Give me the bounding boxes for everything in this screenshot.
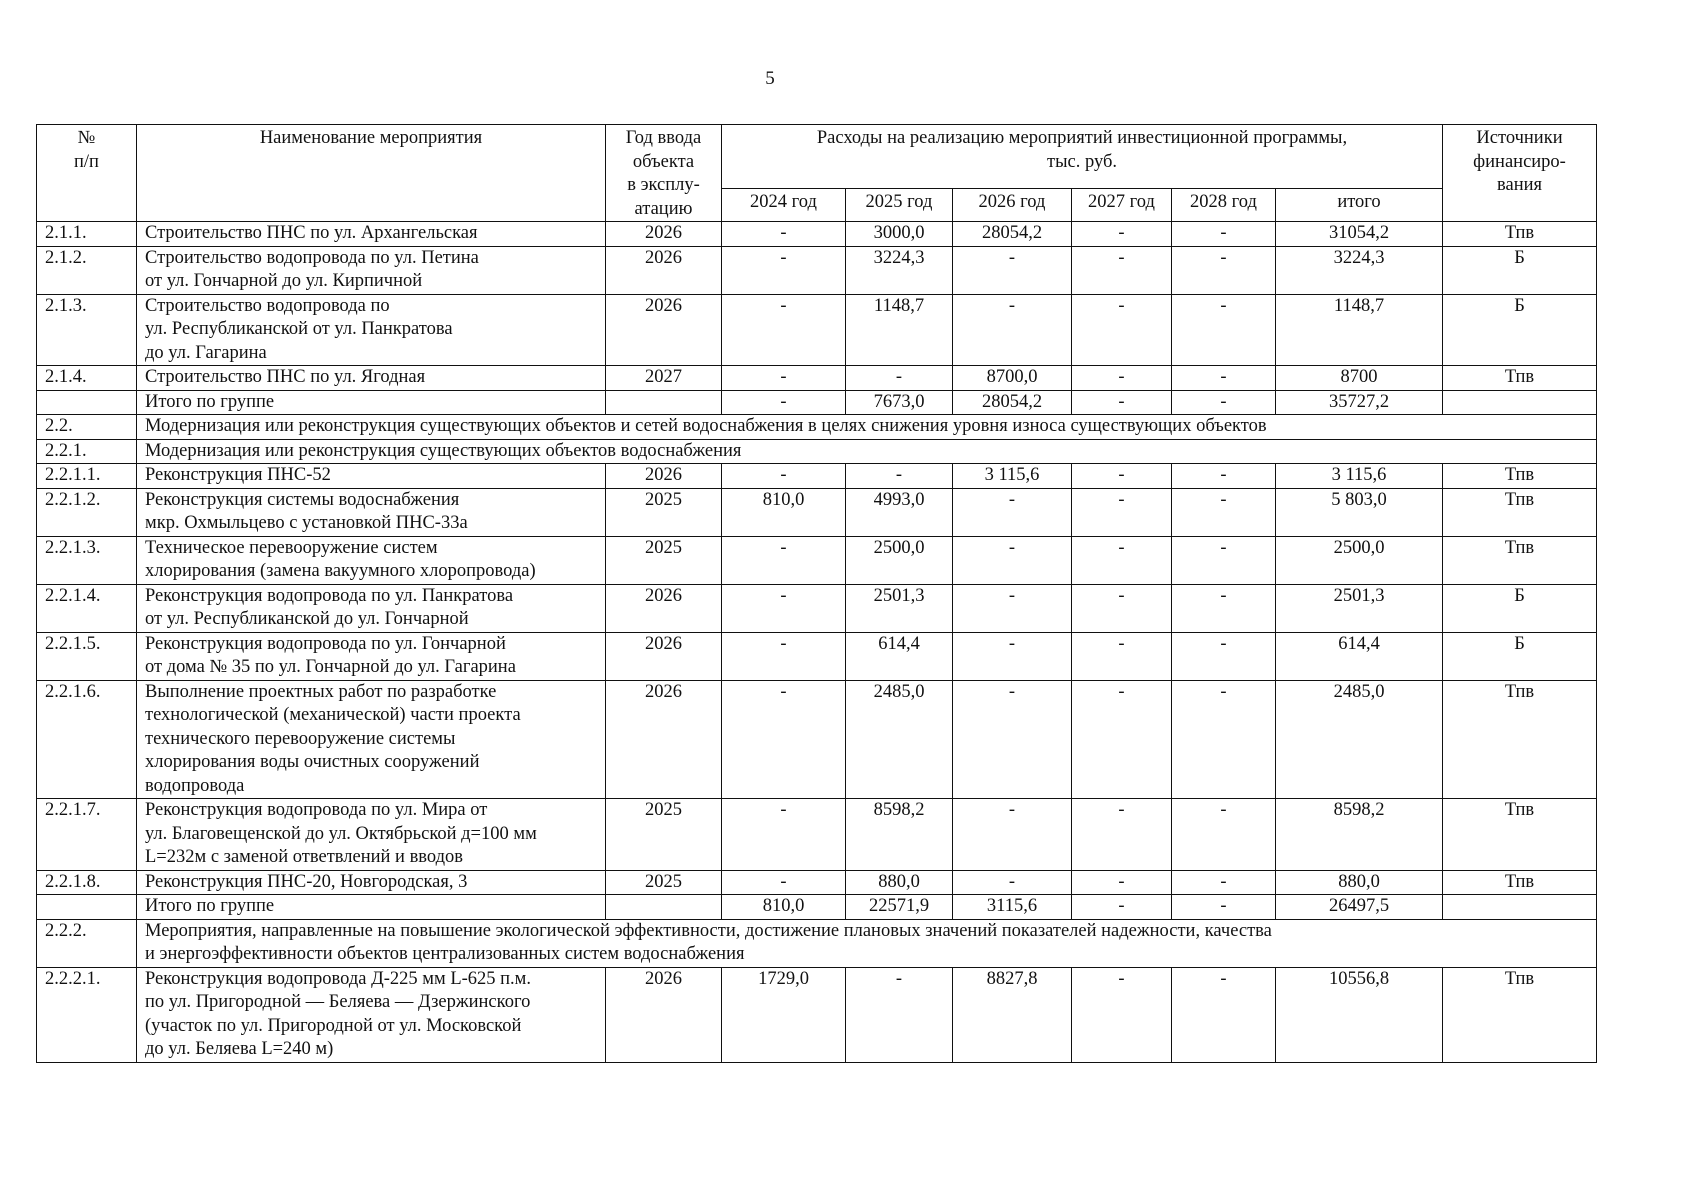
value-cell: -: [1072, 967, 1172, 1062]
total-cell: 8700: [1276, 366, 1443, 391]
activity-name: Реконструкция ПНС-20, Новгородская, 3: [137, 870, 606, 895]
row-number: 2.2.1.1.: [37, 464, 137, 489]
value-cell: -: [1072, 246, 1172, 294]
year-in-cell: 2026: [606, 680, 722, 799]
header-year-in: Год ввода объекта в эксплу- атацию: [606, 125, 722, 222]
year-in-cell: [606, 390, 722, 415]
section-row: [37, 919, 1597, 967]
value-cell: -: [953, 246, 1072, 294]
value-cell: -: [846, 366, 953, 391]
value-cell: -: [1172, 222, 1276, 247]
source-cell: Тпв: [1443, 366, 1597, 391]
activity-name: Реконструкция ПНС-52: [137, 464, 606, 489]
year-in-cell: 2026: [606, 222, 722, 247]
activity-name: Техническое перевооружение систем хлорирования (замена вакуумного хлоропровода): [137, 536, 606, 584]
value-cell: 8700,0: [953, 366, 1072, 391]
value-cell: -: [953, 536, 1072, 584]
value-cell: -: [953, 680, 1072, 799]
value-cell: -: [722, 799, 846, 871]
header-num: № п/п: [37, 125, 137, 222]
activity-name: Строительство водопровода по ул. Петина от ул. Гончарной до ул. Кирпичной: [137, 246, 606, 294]
source-cell: Тпв: [1443, 870, 1597, 895]
activity-name: Строительство водопровода по ул. Республиканской от ул. Панкратова до ул. Гагарина: [137, 294, 606, 366]
value-cell: -: [953, 584, 1072, 632]
table-header: [37, 125, 1597, 222]
activity-name: Реконструкция водопровода по ул. Мира от ул. Благовещенской до ул. Октябрьской д=100 мм L=232м с заменой ответвлений и вводов: [137, 799, 606, 871]
total-cell: 880,0: [1276, 870, 1443, 895]
value-cell: -: [1172, 390, 1276, 415]
year-in-cell: 2026: [606, 632, 722, 680]
value-cell: 2501,3: [846, 584, 953, 632]
source-cell: Б: [1443, 632, 1597, 680]
year-in-cell: [606, 895, 722, 920]
source-cell: Тпв: [1443, 222, 1597, 247]
row-number: 2.2.1.7.: [37, 799, 137, 871]
row-number: 2.1.2.: [37, 246, 137, 294]
source-cell: Тпв: [1443, 680, 1597, 799]
value-cell: -: [1172, 632, 1276, 680]
table-row: [37, 464, 1597, 489]
value-cell: -: [1072, 488, 1172, 536]
total-cell: 35727,2: [1276, 390, 1443, 415]
source-cell: Б: [1443, 584, 1597, 632]
year-in-cell: 2026: [606, 294, 722, 366]
table-row: [37, 222, 1597, 247]
source-cell: [1443, 390, 1597, 415]
value-cell: -: [722, 870, 846, 895]
value-cell: -: [1172, 870, 1276, 895]
value-cell: 3224,3: [846, 246, 953, 294]
value-cell: -: [1172, 246, 1276, 294]
value-cell: -: [722, 536, 846, 584]
year-in-cell: 2025: [606, 488, 722, 536]
total-cell: 2500,0: [1276, 536, 1443, 584]
row-number: 2.2.2.1.: [37, 967, 137, 1062]
total-cell: 8598,2: [1276, 799, 1443, 871]
header-year-2026: 2026 год: [953, 188, 1072, 221]
total-cell: 2501,3: [1276, 584, 1443, 632]
section-title: Модернизация или реконструкция существующих объектов водоснабжения: [137, 439, 1597, 464]
value-cell: -: [722, 390, 846, 415]
total-cell: 5 803,0: [1276, 488, 1443, 536]
table-row: [37, 632, 1597, 680]
value-cell: -: [1072, 680, 1172, 799]
value-cell: 3000,0: [846, 222, 953, 247]
value-cell: 8827,8: [953, 967, 1072, 1062]
value-cell: -: [1172, 967, 1276, 1062]
value-cell: -: [1172, 895, 1276, 920]
source-cell: Тпв: [1443, 536, 1597, 584]
year-in-cell: 2025: [606, 536, 722, 584]
value-cell: 614,4: [846, 632, 953, 680]
row-number: 2.2.1.: [37, 439, 137, 464]
activity-name: Реконструкция водопровода по ул. Панкратова от ул. Республиканской до ул. Гончарной: [137, 584, 606, 632]
header-expenses: Расходы на реализацию мероприятий инвестиционной программы, тыс. руб.: [722, 125, 1443, 189]
source-cell: Тпв: [1443, 967, 1597, 1062]
value-cell: -: [1072, 584, 1172, 632]
section-title: Мероприятия, направленные на повышение экологической эффективности, достижение плановых значений показателей надежности, качества и энергоэффективности объектов централизованных систем водоснабжения: [137, 919, 1597, 967]
row-number: 2.2.: [37, 415, 137, 440]
value-cell: -: [953, 294, 1072, 366]
row-number: 2.1.1.: [37, 222, 137, 247]
value-cell: -: [722, 464, 846, 489]
total-cell: 3224,3: [1276, 246, 1443, 294]
section-row: [37, 415, 1597, 440]
value-cell: 880,0: [846, 870, 953, 895]
total-cell: 3 115,6: [1276, 464, 1443, 489]
value-cell: -: [722, 584, 846, 632]
value-cell: 7673,0: [846, 390, 953, 415]
subtotal-label: Итого по группе: [137, 895, 606, 920]
table-body: [37, 222, 1597, 1063]
value-cell: -: [953, 799, 1072, 871]
header-total: итого: [1276, 188, 1443, 221]
table-row: [37, 680, 1597, 799]
table-row: [37, 488, 1597, 536]
value-cell: -: [1172, 488, 1276, 536]
value-cell: -: [846, 967, 953, 1062]
table-row: [37, 967, 1597, 1062]
value-cell: -: [722, 246, 846, 294]
value-cell: -: [1072, 294, 1172, 366]
subtotal-label: Итого по группе: [137, 390, 606, 415]
value-cell: -: [953, 632, 1072, 680]
table-row: [37, 870, 1597, 895]
value-cell: 22571,9: [846, 895, 953, 920]
value-cell: -: [953, 488, 1072, 536]
row-number: 2.2.1.2.: [37, 488, 137, 536]
table-row: [37, 799, 1597, 871]
value-cell: -: [722, 632, 846, 680]
row-number: [37, 895, 137, 920]
value-cell: -: [1172, 799, 1276, 871]
year-in-cell: 2026: [606, 246, 722, 294]
row-number: 2.2.1.3.: [37, 536, 137, 584]
row-number: 2.1.3.: [37, 294, 137, 366]
total-cell: 1148,7: [1276, 294, 1443, 366]
value-cell: -: [953, 870, 1072, 895]
activity-name: Строительство ПНС по ул. Архангельская: [137, 222, 606, 247]
activity-name: Реконструкция системы водоснабжения мкр. Охмыльцево с установкой ПНС-33а: [137, 488, 606, 536]
value-cell: -: [1072, 799, 1172, 871]
header-name: Наименование мероприятия: [137, 125, 606, 222]
header-year-2025: 2025 год: [846, 188, 953, 221]
value-cell: 2485,0: [846, 680, 953, 799]
year-in-cell: 2026: [606, 967, 722, 1062]
total-cell: 2485,0: [1276, 680, 1443, 799]
value-cell: -: [722, 294, 846, 366]
page-number: 5: [765, 68, 775, 89]
activity-name: Реконструкция водопровода Д-225 мм L-625 п.м. по ул. Пригородной — Беляева — Дзержинского (участок по ул. Пригородной от ул. Московской до ул. Беляева L=240 м): [137, 967, 606, 1062]
table-row: [37, 366, 1597, 391]
table-row: [37, 536, 1597, 584]
source-cell: Б: [1443, 246, 1597, 294]
subtotal-row: [37, 895, 1597, 920]
source-cell: Тпв: [1443, 799, 1597, 871]
value-cell: -: [1072, 536, 1172, 584]
value-cell: 8598,2: [846, 799, 953, 871]
value-cell: -: [1172, 584, 1276, 632]
row-number: 2.2.1.8.: [37, 870, 137, 895]
source-cell: [1443, 895, 1597, 920]
total-cell: 614,4: [1276, 632, 1443, 680]
value-cell: 810,0: [722, 488, 846, 536]
value-cell: 1729,0: [722, 967, 846, 1062]
value-cell: -: [1172, 464, 1276, 489]
total-cell: 10556,8: [1276, 967, 1443, 1062]
activity-name: Реконструкция водопровода по ул. Гончарной от дома № 35 по ул. Гончарной до ул. Гагарина: [137, 632, 606, 680]
header-sources: Источники финансиро- вания: [1443, 125, 1597, 222]
table-row: [37, 246, 1597, 294]
value-cell: -: [1072, 366, 1172, 391]
value-cell: 3115,6: [953, 895, 1072, 920]
header-year-2024: 2024 год: [722, 188, 846, 221]
total-cell: 26497,5: [1276, 895, 1443, 920]
year-in-cell: 2025: [606, 870, 722, 895]
value-cell: -: [1072, 464, 1172, 489]
value-cell: 4993,0: [846, 488, 953, 536]
table-row: [37, 584, 1597, 632]
year-in-cell: 2026: [606, 464, 722, 489]
source-cell: Б: [1443, 294, 1597, 366]
value-cell: -: [846, 464, 953, 489]
value-cell: -: [1172, 680, 1276, 799]
activity-name: Выполнение проектных работ по разработке технологической (механической) части проекта технического перевооружение системы хлорирования воды очистных сооружений водопровода: [137, 680, 606, 799]
value-cell: -: [1172, 294, 1276, 366]
header-year-2027: 2027 год: [1072, 188, 1172, 221]
source-cell: Тпв: [1443, 488, 1597, 536]
value-cell: -: [1172, 366, 1276, 391]
header-year-2028: 2028 год: [1172, 188, 1276, 221]
value-cell: -: [722, 366, 846, 391]
row-number: 2.2.2.: [37, 919, 137, 967]
value-cell: 810,0: [722, 895, 846, 920]
subtotal-row: [37, 390, 1597, 415]
value-cell: -: [1172, 536, 1276, 584]
value-cell: 1148,7: [846, 294, 953, 366]
value-cell: -: [1072, 895, 1172, 920]
table-row: [37, 294, 1597, 366]
value-cell: 28054,2: [953, 390, 1072, 415]
total-cell: 31054,2: [1276, 222, 1443, 247]
year-in-cell: 2025: [606, 799, 722, 871]
row-number: 2.2.1.5.: [37, 632, 137, 680]
section-row: [37, 439, 1597, 464]
section-title: Модернизация или реконструкция существующих объектов и сетей водоснабжения в целях снижения уровня износа существующих объектов: [137, 415, 1597, 440]
row-number: 2.2.1.6.: [37, 680, 137, 799]
row-number: 2.1.4.: [37, 366, 137, 391]
row-number: [37, 390, 137, 415]
year-in-cell: 2027: [606, 366, 722, 391]
value-cell: -: [722, 680, 846, 799]
investment-table: [36, 124, 1597, 1063]
value-cell: -: [1072, 222, 1172, 247]
value-cell: -: [1072, 870, 1172, 895]
value-cell: 3 115,6: [953, 464, 1072, 489]
source-cell: Тпв: [1443, 464, 1597, 489]
activity-name: Строительство ПНС по ул. Ягодная: [137, 366, 606, 391]
value-cell: 28054,2: [953, 222, 1072, 247]
year-in-cell: 2026: [606, 584, 722, 632]
value-cell: -: [722, 222, 846, 247]
row-number: 2.2.1.4.: [37, 584, 137, 632]
value-cell: -: [1072, 390, 1172, 415]
value-cell: 2500,0: [846, 536, 953, 584]
value-cell: -: [1072, 632, 1172, 680]
